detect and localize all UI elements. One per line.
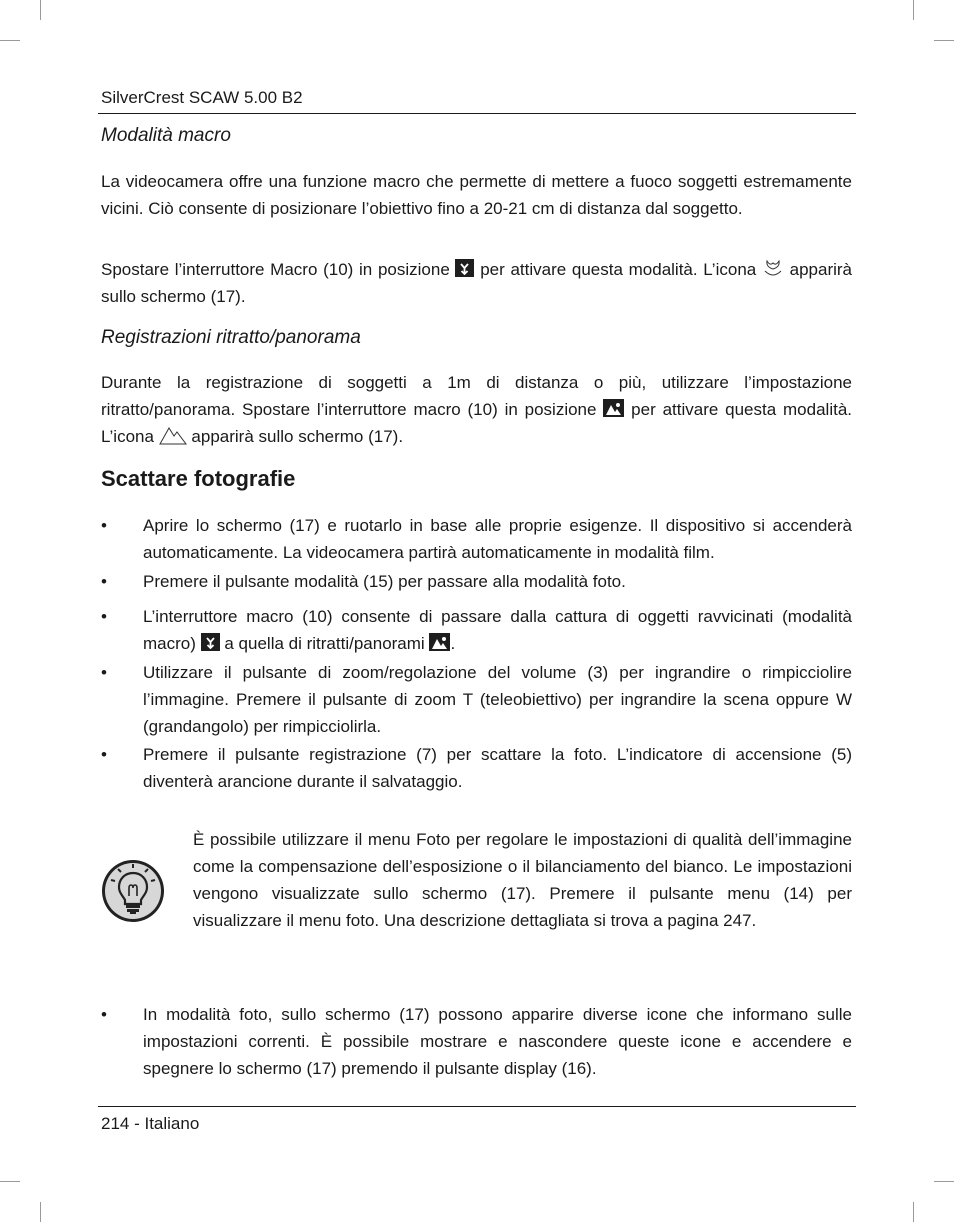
list-item <box>101 512 852 566</box>
crop-mark <box>0 40 20 41</box>
lightbulb-tip-icon <box>100 858 166 924</box>
macro-flower-filled-icon <box>455 259 474 277</box>
crop-mark <box>40 0 41 20</box>
macro-paragraph-2-part-a: Spostare l’interruttore Macro (10) in posizione <box>101 260 450 279</box>
portrait-paragraph-part-c: apparirà sullo schermo (17). <box>191 427 404 446</box>
portrait-section-title: Registrazioni ritratto/panorama <box>101 327 361 348</box>
bullet-dot: • <box>101 607 107 626</box>
macro-paragraph-1: La videocamera offre una funzione macro che permette di mettere a fuoco soggetti estremamente vicini. Ciò consente di posizionare l’obiettivo fino a 20-21 cm di distanza dal soggetto. <box>101 172 852 218</box>
header-divider <box>98 113 856 114</box>
list-item-text: In modalità foto, sullo schermo (17) possono apparire diverse icone che informano sulle impostazioni correnti. È possibile mostrare e nascondere queste icone e accendere e spegnere lo schermo (17) premendo il pulsante display (16). <box>143 1005 852 1078</box>
list-item-text: Premere il pulsante modalità (15) per passare alla modalità foto. <box>143 572 626 591</box>
crop-mark <box>934 40 954 41</box>
crop-mark <box>913 0 914 20</box>
macro-paragraph-2-part-b: per attivare questa modalità. L’icona <box>480 260 757 279</box>
crop-mark <box>934 1181 954 1182</box>
list-item-text: Premere il pulsante registrazione (7) per scattare la foto. L’indicatore di accensione (5) diventerà arancione durante il salvataggio. <box>143 745 852 791</box>
list-item-text-part-b: a quella di ritratti/panorami <box>224 634 425 653</box>
bullet-dot: • <box>101 1005 107 1024</box>
macro-section-title: Modalità macro <box>101 125 231 146</box>
bullet-dot: • <box>101 572 107 591</box>
tip-paragraph: È possibile utilizzare il menu Foto per regolare le impostazioni di qualità dell’immagine come la compensazione dell’esposizione o il bilanciamento del bianco. Le impostazioni vengono visualizzate sullo schermo (17). Premere il pulsante menu (14) per visualizzare il menu foto. Una descrizione dettagliata si trova a pagina 247. <box>193 830 852 930</box>
crop-mark <box>40 1202 41 1222</box>
portrait-paragraph <box>101 369 852 450</box>
macro-flower-filled-icon <box>201 633 220 651</box>
crop-mark <box>913 1202 914 1222</box>
mountain-outline-icon <box>159 424 187 446</box>
list-item-text <box>143 603 852 657</box>
crop-mark <box>0 1181 20 1182</box>
photos-section-heading: Scattare fotografie <box>101 466 296 491</box>
portrait-paragraph-part-a: Durante la registrazione di soggetti a 1m di distanza o più, utilizzare l’impostazione ritratto/panorama. Spostare l’interruttore macro (10) in posizione <box>101 373 852 419</box>
macro-flower-outline-icon <box>762 257 784 279</box>
footer-divider <box>98 1106 856 1107</box>
bullet-dot: • <box>101 516 107 535</box>
list-item <box>101 659 852 740</box>
list-item-text: Aprire lo schermo (17) e ruotarlo in base alle proprie esigenze. Il dispositivo si accenderà automaticamente. La videocamera partirà automaticamente in modalità film. <box>143 516 852 562</box>
document-header-title: SilverCrest SCAW 5.00 B2 <box>101 88 303 107</box>
portrait-paragraph-part-b: per attivare questa modalità. L’icona <box>101 400 853 446</box>
list-item <box>101 603 852 657</box>
portrait-mountain-filled-icon <box>429 633 450 651</box>
bullet-dot: • <box>101 745 107 764</box>
list-item-text-part-a: L’interruttore macro (10) consente di passare dalla cattura di oggetti ravvicinati (modalità macro) <box>143 607 852 653</box>
bullet-dot: • <box>101 663 107 682</box>
list-item <box>101 1001 852 1082</box>
list-item <box>101 568 852 595</box>
list-item <box>101 741 852 795</box>
portrait-mountain-filled-icon <box>603 399 624 417</box>
page-number-label: 214 - Italiano <box>101 1114 200 1133</box>
list-item-text-part-c: . <box>450 634 456 653</box>
list-item-text: Utilizzare il pulsante di zoom/regolazione del volume (3) per ingrandire o rimpicciolire l’immagine. Premere il pulsante di zoom T (teleobiettivo) per ingrandire la scena oppure W (grandangolo) per rimpicciolirla. <box>143 663 852 736</box>
macro-paragraph-2-part-c: apparirà sullo schermo (17). <box>101 260 853 306</box>
macro-paragraph-2 <box>101 256 852 310</box>
